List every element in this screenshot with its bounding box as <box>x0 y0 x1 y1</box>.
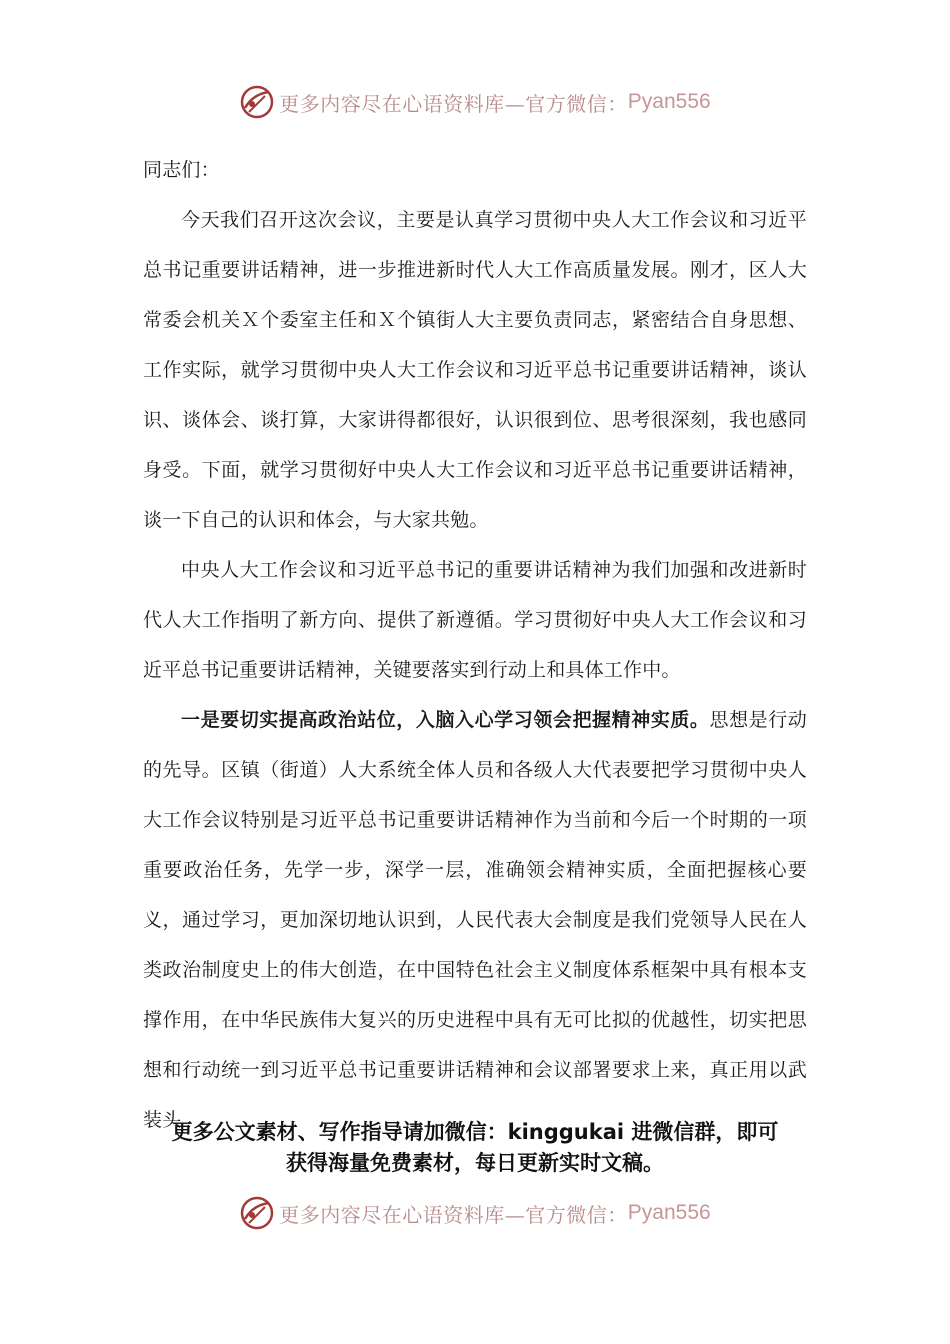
promo-line-2: 获得海量免费素材，每日更新实时文稿。 <box>286 1151 664 1175</box>
document-body <box>143 145 807 1145</box>
footer-banner-text: 更多内容尽在心语资料库—官方微信： <box>279 1202 628 1227</box>
point-one-body: 思想是行动的先导。区镇（街道）人大系统全体人员和各级人大代表要把学习贯彻中央人大工作会议特别是习近平总书记重要讲话精神作为当前和今后一个时期的一项重要政治任务，先学一步，深学一层，准确领会精神实质，全面把握核心要义，通过学习，更加深切地认识到，人民代表大会制度是我们党领导人民在人类政治制度史上的伟大创造，在中国特色社会主义制度体系框架中具有根本支撑作用，在中华民族伟大复兴的历史进程中具有无可比拟的优越性，切实把思想和行动统一到习近平总书记重要讲话精神和会议部署要求上来，真正用以武装头 <box>143 709 807 1131</box>
paragraph-intro: 今天我们召开这次会议，主要是认真学习贯彻中央人大工作会议和习近平总书记重要讲话精神，进一步推进新时代人大工作高质量发展。刚才，区人大常委会机关Ｘ个委室主任和Ｘ个镇街人大主要负责同志，紧密结合自身思想、工作实际，就学习贯彻中央人大工作会议和习近平总书记重要讲话精神，谈认识、谈体会、谈打算，大家讲得都很好，认识很到位、思考很深刻，我也感同身受。下面，就学习贯彻好中央人大工作会议和习近平总书记重要讲话精神，谈一下自己的认识和体会，与大家共勉。 <box>143 209 807 531</box>
salutation: 同志们： <box>143 159 220 181</box>
footer-banner-wechat-id: Pyan556 <box>627 1201 711 1224</box>
library-logo-icon <box>239 84 275 120</box>
paragraph-overview: 中央人大工作会议和习近平总书记的重要讲话精神为我们加强和改进新时代人大工作指明了新方向、提供了新遵循。学习贯彻好中央人大工作会议和习近平总书记重要讲话精神，关键要落实到行动上和具体工作中。 <box>143 559 807 681</box>
promo-line-1: 更多公文素材、写作指导请加微信：kinggukai 进微信群，即可 <box>171 1120 779 1144</box>
point-one-heading: 一是要切实提高政治站位，入脑入心学习领会把握精神实质。 <box>181 709 710 731</box>
header-banner-text: 更多内容尽在心语资料库—官方微信： <box>279 91 628 116</box>
footer-banner <box>0 1193 950 1233</box>
paragraph-point-one <box>143 695 807 1145</box>
header-banner <box>0 82 950 122</box>
header-banner-wechat-id: Pyan556 <box>627 90 711 113</box>
library-logo-icon <box>239 1195 275 1231</box>
promo-notice <box>140 1117 810 1179</box>
